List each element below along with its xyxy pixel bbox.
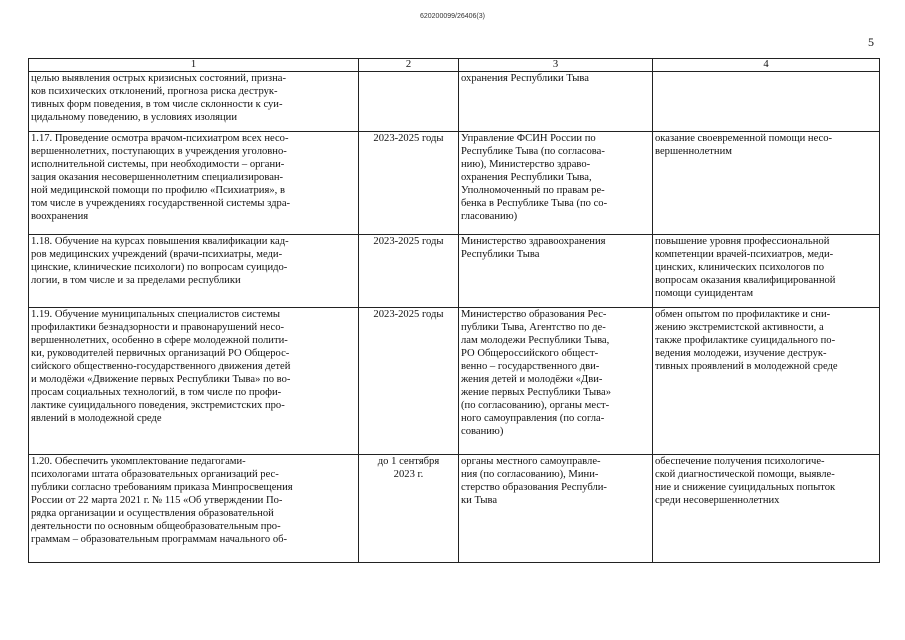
column-number-row xyxy=(29,59,880,72)
result-cell xyxy=(653,308,880,455)
column-number-4: 4 xyxy=(653,59,880,72)
executors-cell xyxy=(459,132,653,235)
table-row xyxy=(29,132,880,235)
term-cell xyxy=(359,235,459,308)
executors-text: Министерство здравоохранения Республики Тыва xyxy=(461,236,606,260)
term-text: 2023-2025 годы xyxy=(373,309,444,320)
measure-text: 1.18. Обучение на курсах повышения квалификации кад- ров медицинских учреждений (врачи-психиатры, меди- цинские, клинические психологи) по вопросам суицидо- логии, в том числе и за пределами республики xyxy=(31,236,289,286)
measure-cell xyxy=(29,235,359,308)
measure-text: целью выявления острых кризисных состояний, призна- ков психических отклонений, прогноза риска деструк- тивных форм поведения, в том числе склонности к суи- цидальному поведению, в условиях изоляции xyxy=(31,73,286,123)
document-id: 620200099/26406(3) xyxy=(419,13,485,20)
term-text: до 1 сентября 2023 г. xyxy=(377,456,440,480)
measure-cell xyxy=(29,455,359,563)
term-text: 2023-2025 годы xyxy=(373,236,444,247)
table-row xyxy=(29,308,880,455)
term-cell xyxy=(359,72,459,132)
executors-cell xyxy=(459,455,653,563)
measure-text: 1.19. Обучение муниципальных специалистов системы профилактики безнадзорности и правонарушений несо- вершеннолетних, особенно в сфере молодежной полити- ки, руководителей первичных организаций РО Общерос- сийского общественно-государственного движения детей и молодёжи «Движение первых Республики Тыва» по во- просам социальных технологий, в том числе по профи- лактике суицидального поведения, экстремистских про- явлений в молодежной среде xyxy=(31,309,291,424)
result-cell xyxy=(653,72,880,132)
measure-cell xyxy=(29,72,359,132)
term-cell xyxy=(359,308,459,455)
table-row xyxy=(29,235,880,308)
table-row xyxy=(29,455,880,563)
executors-text: Министерство образования Рес- публики Тыва, Агентство по де- лам молодежи Республики Тыва, РО Общероссийского общест- венно – государственного дви- жения детей и молодёжи «Дви- жение первых Республики Тыва» (по согласованию), органы мест- ного самоуправления (по согла- сованию) xyxy=(461,309,612,437)
result-cell xyxy=(653,235,880,308)
executors-cell xyxy=(459,235,653,308)
result-text: повышение уровня профессиональной компетенции врачей-психиатров, меди- цинских, клинических психологов по вопросам оказания квалифицированной помощи суицидентам xyxy=(655,236,836,299)
term-text: 2023-2025 годы xyxy=(373,133,444,144)
executors-text: Управление ФСИН России по Республике Тыва (по согласова- нию), Министерство здраво- охранения Республики Тыва, Уполномоченный по правам ре- бенка в Республике Тыва (по со- гласованию) xyxy=(461,133,608,222)
term-cell xyxy=(359,455,459,563)
table-row xyxy=(29,72,880,132)
result-text: оказание своевременной помощи несо- вершеннолетним xyxy=(655,133,833,157)
column-number-2: 2 xyxy=(359,59,459,72)
page-number: 5 xyxy=(868,35,874,49)
measures-table xyxy=(28,58,880,563)
executors-cell xyxy=(459,308,653,455)
executors-text: органы местного самоуправле- ния (по согласованию), Мини- стерство образования Республи- ки Тыва xyxy=(461,456,607,506)
result-text: обмен опытом по профилактике и сни- жению экстремистской активности, а также профилактике суицидального по- ведения молодежи, изучение деструк- тивных проявлений в молодежной среде xyxy=(655,309,838,372)
result-cell xyxy=(653,455,880,563)
measure-text: 1.17. Проведение осмотра врачом-психиатром всех несо- вершеннолетних, поступающих в учреждения уголовно- исполнительной системы, при необходимости – органи- зация оказания несовершеннолетним специализирован- ной медицинской помощи по профилю «Психиатрия», в том числе в учреждениях государственной системы здра- воохранения xyxy=(31,133,291,222)
column-number-3: 3 xyxy=(459,59,653,72)
term-cell xyxy=(359,132,459,235)
executors-text: охранения Республики Тыва xyxy=(461,73,589,84)
measure-text: 1.20. Обеспечить укомплектование педагогами- психологами штата образовательных организаций рес- публики согласно требованиям приказа Минпросвещения России от 22 марта 2021 г. № 115 «Об утверждении По- рядка организации и осуществления образовательной деятельности по основным общеобразовательным про- граммам – образовательным программам начального об- xyxy=(31,456,293,545)
executors-cell xyxy=(459,72,653,132)
measure-cell xyxy=(29,308,359,455)
measure-cell xyxy=(29,132,359,235)
column-number-1: 1 xyxy=(29,59,359,72)
result-text: обеспечение получения психологиче- ской диагностической помощи, выявле- ние и снижение суицидальных попыток среди несовершеннолетних xyxy=(655,456,836,506)
result-cell xyxy=(653,132,880,235)
